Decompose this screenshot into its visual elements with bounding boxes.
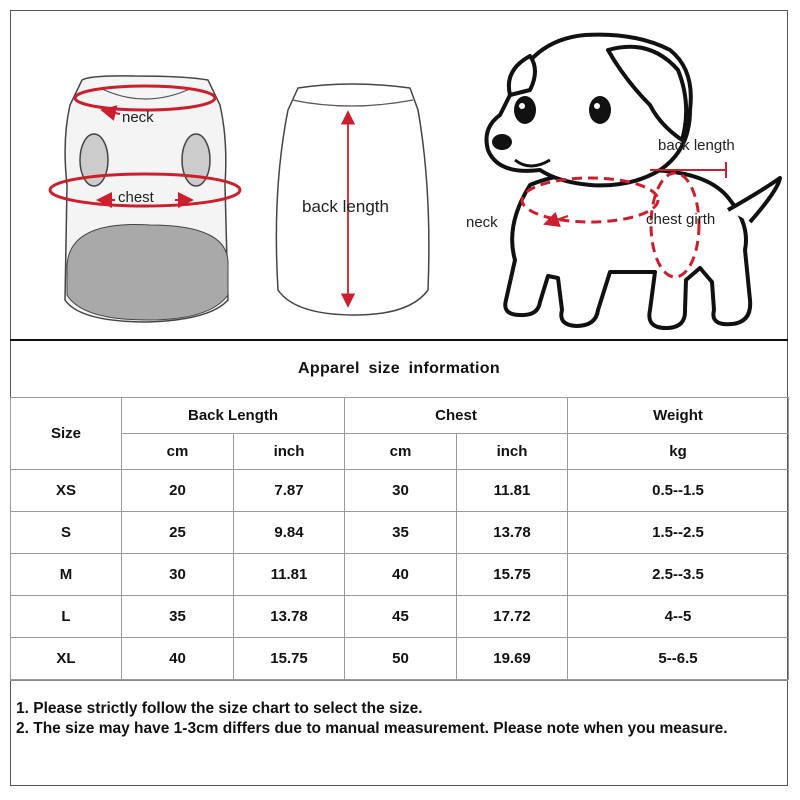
subheader-chest-inch: inch <box>457 434 568 470</box>
cell-weight: 4--5 <box>568 596 789 638</box>
cell-size: S <box>11 512 122 554</box>
cell-size: XL <box>11 638 122 680</box>
cell-back-inch: 15.75 <box>234 638 345 680</box>
cell-back-inch: 9.84 <box>234 512 345 554</box>
cell-weight: 5--6.5 <box>568 638 789 680</box>
measurement-illustration <box>10 10 788 340</box>
table-row <box>11 512 789 554</box>
cell-chest-inch: 13.78 <box>457 512 568 554</box>
cell-chest-inch: 19.69 <box>457 638 568 680</box>
header-back-length: Back Length <box>122 398 345 434</box>
table-row <box>11 470 789 512</box>
front-neck-label: neck <box>122 109 154 126</box>
table-row <box>11 596 789 638</box>
garment-front-view <box>50 76 240 322</box>
dog-drawing <box>487 35 781 328</box>
size-table <box>10 397 789 680</box>
cell-weight: 1.5--2.5 <box>568 512 789 554</box>
subheader-back-cm: cm <box>122 434 234 470</box>
note-1: 1. Please strictly follow the size chart to select the size. <box>16 700 423 717</box>
cell-back-inch: 7.87 <box>234 470 345 512</box>
size-notes <box>10 680 788 786</box>
table-row <box>11 638 789 680</box>
cell-back-inch: 13.78 <box>234 596 345 638</box>
cell-chest-inch: 17.72 <box>457 596 568 638</box>
dog-back-length-label: back length <box>658 137 735 154</box>
illustration-svg <box>10 10 788 340</box>
front-chest-label: chest <box>118 189 154 206</box>
cell-weight: 0.5--1.5 <box>568 470 789 512</box>
garment-back-view <box>276 84 429 315</box>
cell-size: M <box>11 554 122 596</box>
cell-chest-inch: 11.81 <box>457 470 568 512</box>
cell-chest-cm: 50 <box>345 638 457 680</box>
cell-back-cm: 20 <box>122 470 234 512</box>
cell-back-cm: 30 <box>122 554 234 596</box>
cell-chest-cm: 40 <box>345 554 457 596</box>
header-chest: Chest <box>345 398 568 434</box>
cell-size: L <box>11 596 122 638</box>
cell-size: XS <box>11 470 122 512</box>
header-size: Size <box>11 398 122 470</box>
cell-chest-inch: 15.75 <box>457 554 568 596</box>
dog-neck-label: neck <box>466 214 498 231</box>
cell-back-inch: 11.81 <box>234 554 345 596</box>
subheader-back-inch: inch <box>234 434 345 470</box>
cell-chest-cm: 35 <box>345 512 457 554</box>
cell-chest-cm: 30 <box>345 470 457 512</box>
cell-chest-cm: 45 <box>345 596 457 638</box>
cell-weight: 2.5--3.5 <box>568 554 789 596</box>
cell-back-cm: 25 <box>122 512 234 554</box>
table-title: Apparel size information <box>10 341 788 398</box>
subheader-weight-kg: kg <box>568 434 789 470</box>
cell-back-cm: 40 <box>122 638 234 680</box>
subheader-chest-cm: cm <box>345 434 457 470</box>
header-weight: Weight <box>568 398 789 434</box>
cell-back-cm: 35 <box>122 596 234 638</box>
table-row <box>11 554 789 596</box>
note-2: 2. The size may have 1-3cm differs due to manual measurement. Please note when you measure. <box>16 720 728 737</box>
dog-chest-girth-label: chest girth <box>646 211 716 228</box>
back-length-label: back length <box>302 197 389 216</box>
